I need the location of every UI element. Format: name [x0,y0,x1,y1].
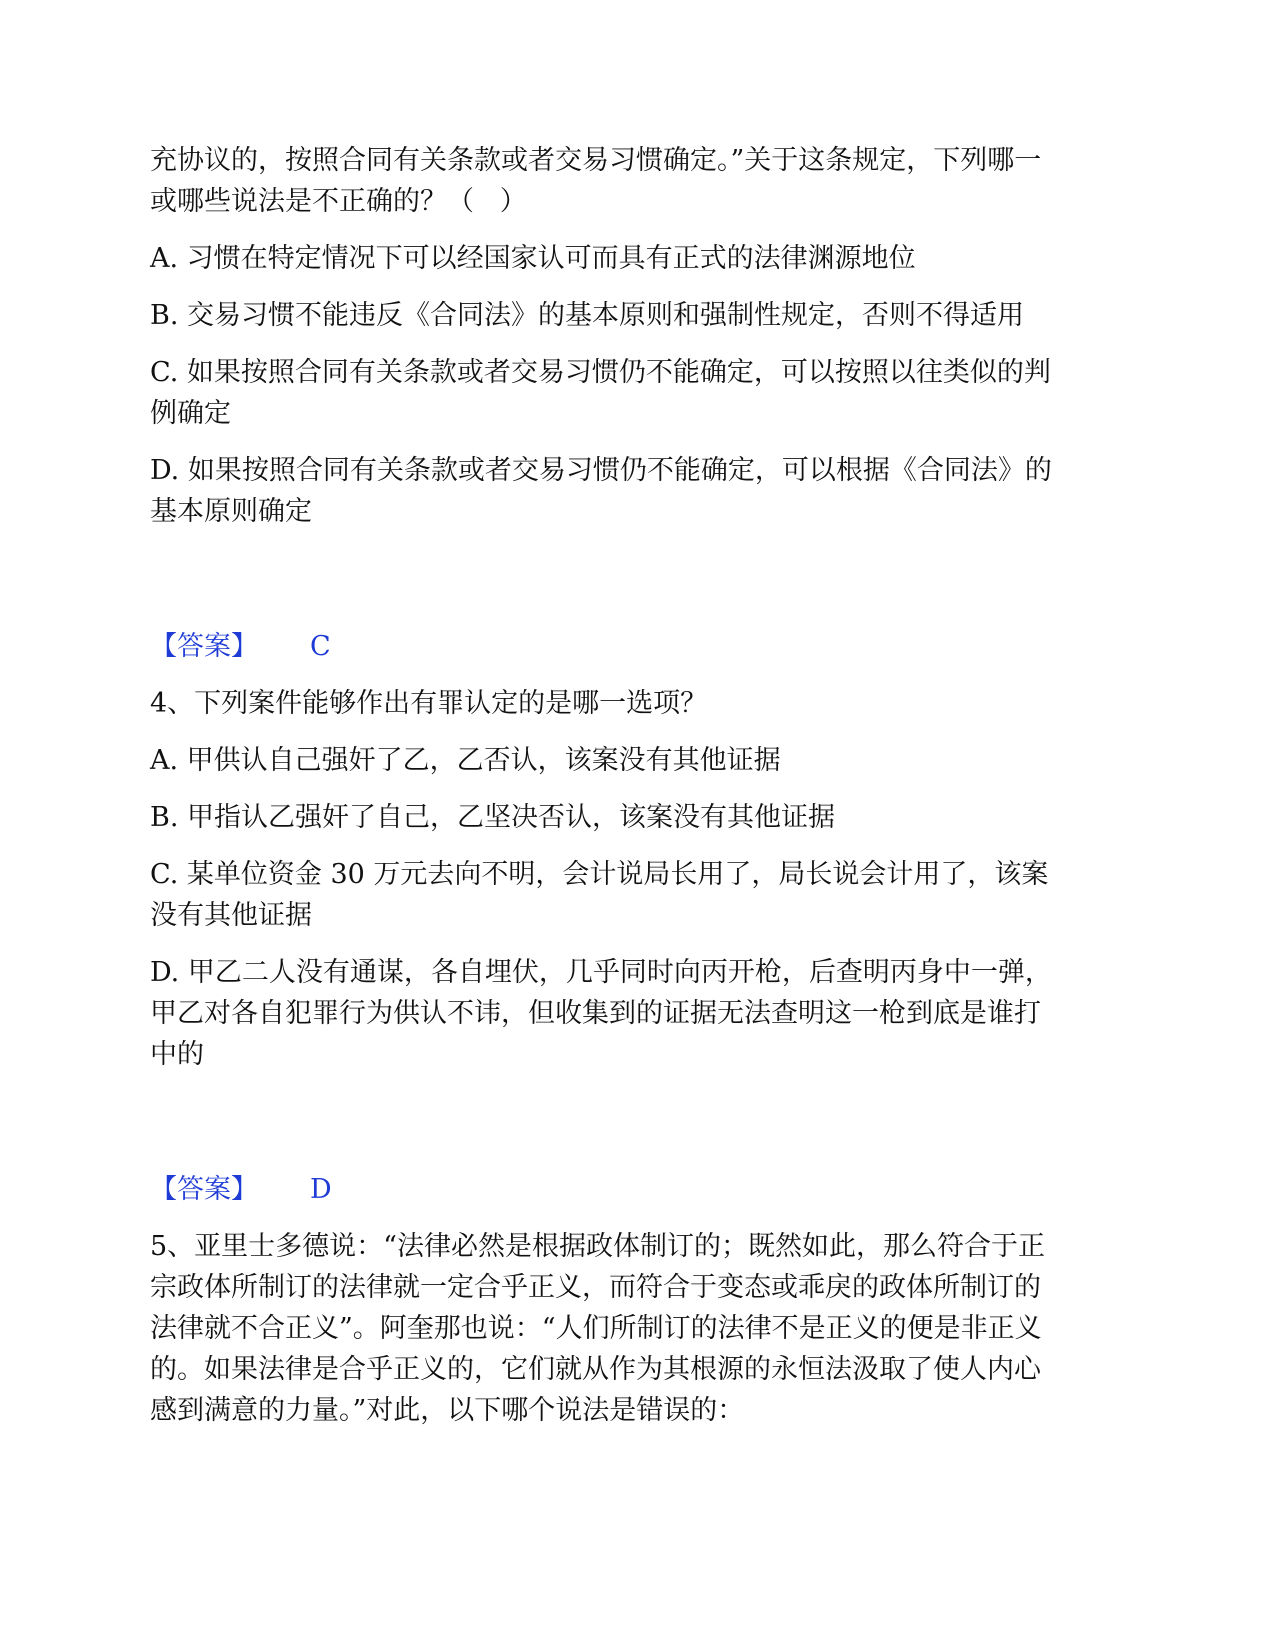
option-line: D. 如果按照合同有关条款或者交易习惯仍不能确定，可以根据《合同法》的 [150,455,1052,486]
option-line: B. 交易习惯不能违反《合同法》的基本原则和强制性规定，否则不得适用 [150,300,1025,331]
option-line: 例确定 [150,398,231,429]
stem-line: 法律就不合正义”。阿奎那也说：“人们所制订的法律不是正义的便是非正义 [150,1313,1042,1344]
option-line: 基本原则确定 [150,496,312,527]
stem-line: 感到满意的力量。”对此，以下哪个说法是错误的： [150,1395,745,1426]
answer-row [150,1169,1125,1210]
option-line: C. 如果按照合同有关条款或者交易习惯仍不能确定，可以按照以往类似的判 [150,357,1051,388]
option-d [150,952,1125,1075]
option-a [150,238,1125,279]
answer-label: 【答案】 [150,1174,258,1205]
option-b [150,797,1125,838]
stem-line: 的。如果法律是合乎正义的，它们就从作为其根源的永恒法汲取了使人内心 [150,1354,1041,1385]
question-5-stem [150,1226,1125,1431]
stem-line: 宗政体所制订的法律就一定合乎正义，而符合于变态或乖戾的政体所制订的 [150,1272,1041,1303]
option-line: 没有其他证据 [150,900,312,931]
question-3-stem [150,140,1125,222]
option-d [150,450,1125,532]
stem-line: 5、亚里士多德说：“法律必然是根据政体制订的；既然如此，那么符合于正 [150,1231,1045,1262]
answer-row [150,626,1125,667]
question-4 [150,683,1125,1210]
question-4-stem [150,683,1125,724]
option-line: 中的 [150,1039,204,1070]
option-line: C. 某单位资金 30 万元去向不明，会计说局长用了，局长说会计用了，该案 [150,859,1049,890]
question-5 [150,1226,1125,1431]
answer-value: C [310,631,331,662]
stem-line: 充协议的，按照合同有关条款或者交易习惯确定。”关于这条规定，下列哪一 [150,145,1042,176]
question-3 [150,140,1125,667]
option-line: A. 甲供认自己强奸了乙，乙否认，该案没有其他证据 [150,745,781,776]
option-a [150,740,1125,781]
option-line: A. 习惯在特定情况下可以经国家认可而具有正式的法律渊源地位 [150,243,916,274]
answer-value: D [310,1174,332,1205]
option-line: B. 甲指认乙强奸了自己，乙坚决否认，该案没有其他证据 [150,802,836,833]
option-b [150,295,1125,336]
document-page [150,140,1125,1431]
option-c [150,352,1125,434]
stem-line: 4、下列案件能够作出有罪认定的是哪一选项？ [150,688,708,719]
option-c [150,854,1125,936]
stem-line: 或哪些说法是不正确的？（ ） [150,186,527,217]
option-line: 甲乙对各自犯罪行为供认不讳，但收集到的证据无法查明这一枪到底是谁打 [150,998,1041,1029]
answer-label: 【答案】 [150,631,258,662]
option-line: D. 甲乙二人没有通谋，各自埋伏，几乎同时向丙开枪，后查明丙身中一弹， [150,957,1052,988]
